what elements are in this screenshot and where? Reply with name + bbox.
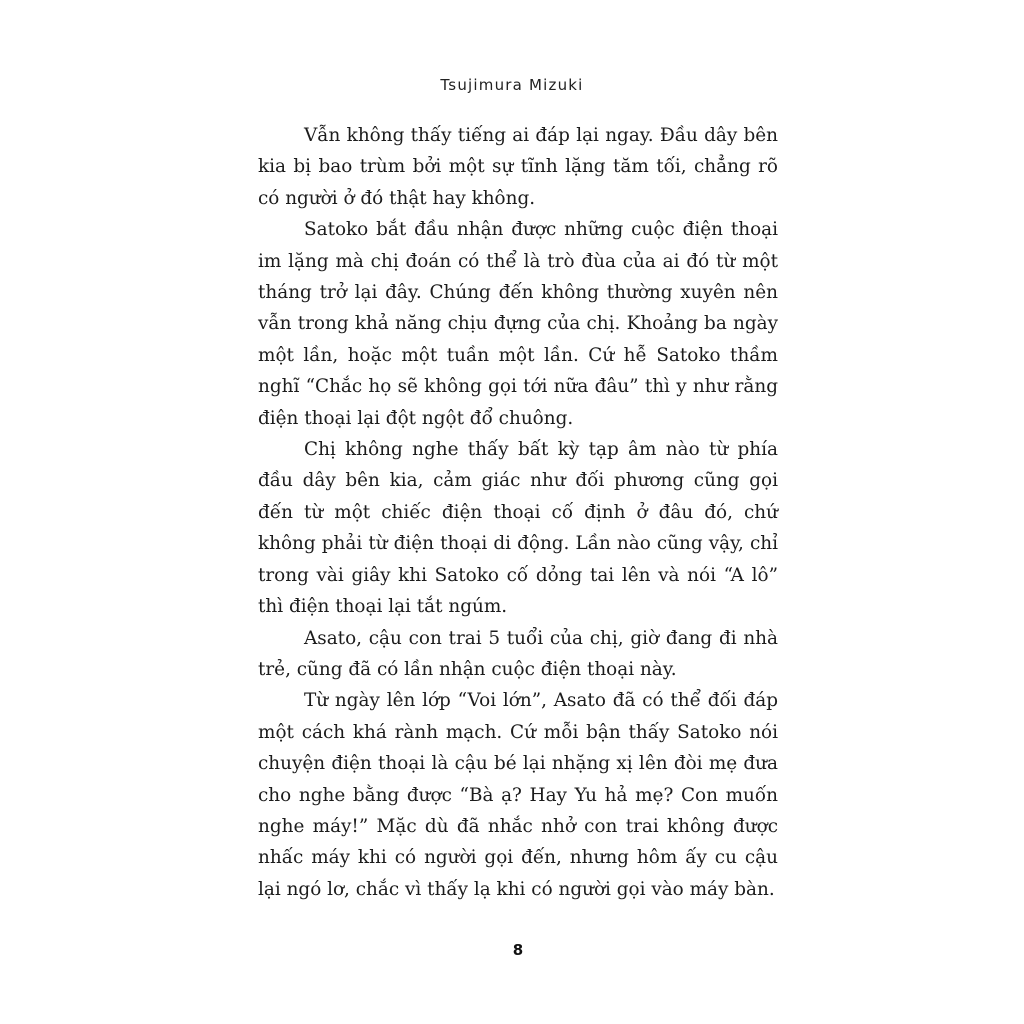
paragraph: Satoko bắt đầu nhận được những cuộc điện thoại im lặng mà chị đoán có thể là trò đùa của ai đó từ một tháng trở lại đây. Chúng đến không thường xuyên nên vẫn trong khả năng chịu đựng của chị. Khoảng ba ngày một lần, hoặc một tuần một lần. Cứ hễ Satoko thầm nghĩ “Chắc họ sẽ không gọi tới nữa đâu” thì y như rằng điện thoại lại đột ngột đổ chuông. (258, 219, 778, 429)
paragraph: Vẫn không thấy tiếng ai đáp lại ngay. Đầu dây bên kia bị bao trùm bởi một sự tĩnh lặng tăm tối, chẳng rõ có người ở đó thật hay không. (258, 125, 778, 209)
paragraph: Asato, cậu con trai 5 tuổi của chị, giờ đang đi nhà trẻ, cũng đã có lần nhận cuộc điện thoại này. (258, 627, 778, 680)
running-header-author: Tsujimura Mizuki (440, 76, 584, 94)
paragraph: Chị không nghe thấy bất kỳ tạp âm nào từ phía đầu dây bên kia, cảm giác như đối phương cũng gọi đến từ một chiếc điện thoại cố định ở đâu đó, chứ không phải từ điện thoại di động. Lần nào cũng vậy, chỉ trong vài giây khi Satoko cố dỏng tai lên và nói “A lô” thì điện thoại lại tắt ngúm. (258, 439, 778, 618)
paragraph: Từ ngày lên lớp “Voi lớn”, Asato đã có thể đối đáp một cách khá rành mạch. Cứ mỗi bận thấy Satoko nói chuyện điện thoại là cậu bé lại nhặng xị lên đòi mẹ đưa cho nghe bằng được “Bà ạ? Hay Yu hả mẹ? Con muốn nghe máy!” Mặc dù đã nhắc nhở con trai không được nhấc máy khi có người gọi đến, nhưng hôm ấy cu cậu lại ngó lơ, chắc vì thấy lạ khi có người gọi vào máy bàn. (258, 690, 778, 900)
body-text (258, 120, 778, 905)
page-number: 8 (512, 941, 524, 959)
